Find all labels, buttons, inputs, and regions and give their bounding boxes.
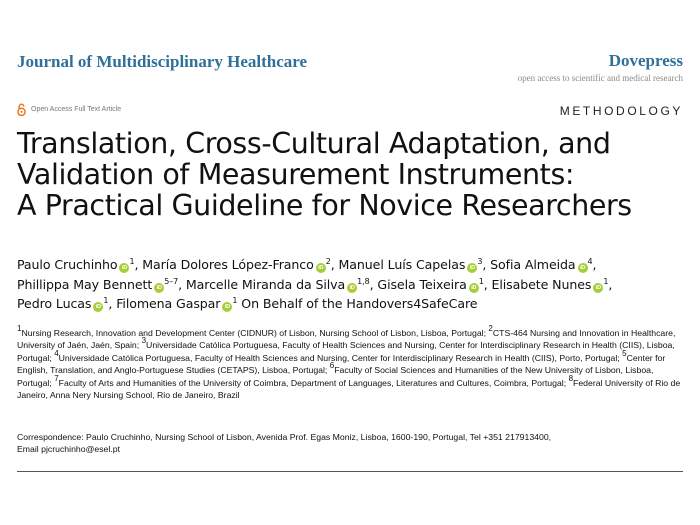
author[interactable]: Sofia Almeida $iD^4$	[490, 257, 593, 272]
divider	[17, 471, 683, 472]
orcid-icon[interactable]: iD	[222, 302, 232, 312]
correspondence-email[interactable]: Email pjcruchinho@esel.pt	[17, 444, 120, 455]
article-title	[17, 128, 687, 221]
author[interactable]: Paulo Cruchinho $iD^1$	[17, 257, 135, 272]
title-line: A Practical Guideline for Novice Researchers	[17, 189, 632, 222]
group-author: On Behalf of the Handovers4SafeCare	[241, 296, 478, 311]
orcid-icon[interactable]: iD	[593, 283, 603, 293]
author-line: Pedro Lucas $iD^1$, Filomena Gaspar $iD^1$ On Behalf of the Handovers4SafeCare	[17, 296, 478, 311]
author-line: Paulo Cruchinho $iD^1$, María Dolores López-Franco $iD^2$, Manuel Luís Capelas $iD^3$, Sofia Almeida $iD^4$,	[17, 257, 597, 272]
affiliation: Faculty of Social Sciences and Humanities of the New University of Lisbon, Lisboa, Portugal;	[17, 365, 654, 388]
title-line: Validation of Measurement Instruments:	[17, 158, 575, 191]
author[interactable]: Manuel Luís Capelas $iD^3$	[338, 257, 483, 272]
orcid-icon[interactable]: iD	[316, 263, 326, 273]
orcid-icon[interactable]: iD	[469, 283, 479, 293]
affiliations: $^1$Nursing Research, Innovation and Development Center (CIDNUR) of Lisbon, Nursing School of Lisbon, Lisboa, Portugal; $^2$CTS-464 Nursing and Innovation in Healthcare, University of Jaén, Jaén, Spain; $^3$Universidade Católica Portuguesa, Faculty of Health Sciences and Nursing, Center for Interdisciplinary Research in Health (CIIS), Lisboa, Portugal; $^4$Universidade Católica Portuguesa, Faculty of Health Sciences and Nursing, Center for Interdisciplinary Research in Health (CIIS), Porto, Portugal; $^5$Center for English, Translation, and Anglo-Portuguese Studies (CETAPS), Lisboa, Portugal; $^6$Faculty of Social Sciences and Humanities of the New University of Lisbon, Lisboa, Portugal; $^7$Faculty of Arts and Humanities of the University of Coimbra, Department of Languages, Literatures and Cultures, Coimbra, Portugal; $^8$Federal University of Rio de Janeiro, Anna Nery Nursing School, Rio de Janeiro, Brazil	[17, 324, 681, 401]
open-access-label: Open Access Full Text Article	[31, 106, 122, 113]
publisher-logo[interactable]: Dovepress	[608, 51, 683, 70]
affiliation: Nursing Research, Innovation and Development Center (CIDNUR) of Lisbon, Nursing School of Lisbon, Lisboa, Portugal;	[21, 328, 489, 338]
orcid-icon[interactable]: iD	[119, 263, 129, 273]
orcid-icon[interactable]: iD	[93, 302, 103, 312]
orcid-icon[interactable]: iD	[467, 263, 477, 273]
author[interactable]: Gisela Teixeira $iD^1$	[377, 276, 484, 292]
orcid-icon[interactable]: iD	[154, 283, 164, 293]
affiliation: Faculty of Arts and Humanities of the University of Coimbra, Department of Languages, Literatures and Cultures, Coimbra, Portugal;	[58, 377, 569, 388]
author-list	[17, 255, 687, 314]
orcid-icon[interactable]: iD	[347, 283, 357, 293]
author[interactable]: María Dolores López-Franco $iD^2$	[142, 257, 331, 272]
affiliation: Universidade Católica Portuguesa, Faculty of Health Sciences and Nursing, Center for Interdisciplinary Research in Health (CIIS), Lisboa, Portugal;	[17, 340, 675, 363]
affiliation: Universidade Católica Portuguesa, Faculty of Health Sciences and Nursing, Center for Interdisciplinary Research in Health (CIIS), Porto, Portugal;	[58, 352, 623, 363]
author[interactable]: Phillippa May Bennett $iD^{5-7}$	[17, 276, 179, 292]
open-access-lock-icon	[17, 103, 26, 116]
affiliation: Center for English, Translation, and Anglo-Portuguese Studies (CETAPS), Lisboa, Portugal;	[17, 352, 666, 376]
affiliation: CTS-464 Nursing and Innovation in Healthcare, University of Jaén, Jaén, Spain;	[17, 328, 676, 351]
publisher-tagline: open access to scientific and medical research	[517, 73, 683, 83]
open-access-badge	[17, 103, 121, 116]
author[interactable]: Marcelle Miranda da Silva iD$^{1,8}$	[185, 276, 370, 292]
correspondence-address: Correspondence: Paulo Cruchinho, Nursing School of Lisbon, Avenida Prof. Egas Moniz, Lisboa, 1600-190, Portugal, Tel +351 217913400,	[17, 432, 552, 442]
title-line: Translation, Cross-Cultural Adaptation, and	[17, 127, 611, 160]
affiliation: Federal University of Rio de Janeiro, Anna Nery Nursing School, Rio de Janeiro, Brazil	[17, 377, 681, 401]
journal-title[interactable]: Journal of Multidisciplinary Healthcare	[17, 52, 308, 71]
orcid-icon[interactable]: iD	[578, 263, 588, 273]
author[interactable]: Pedro Lucas $iD^1$	[17, 296, 109, 311]
author[interactable]: Elisabete Nunes $iD^1$	[491, 276, 609, 292]
author-line: Phillippa May Bennett $iD^{5-7}$, Marcelle Miranda da Silva iD$^{1,8}$, Gisela Teixeira $iD^1$, Elisabete Nunes $iD^1$,	[17, 276, 613, 292]
correspondence	[17, 431, 689, 456]
article-type: METHODOLOGY	[559, 104, 683, 118]
author[interactable]: Filomena Gaspar $iD^1$	[116, 296, 238, 311]
